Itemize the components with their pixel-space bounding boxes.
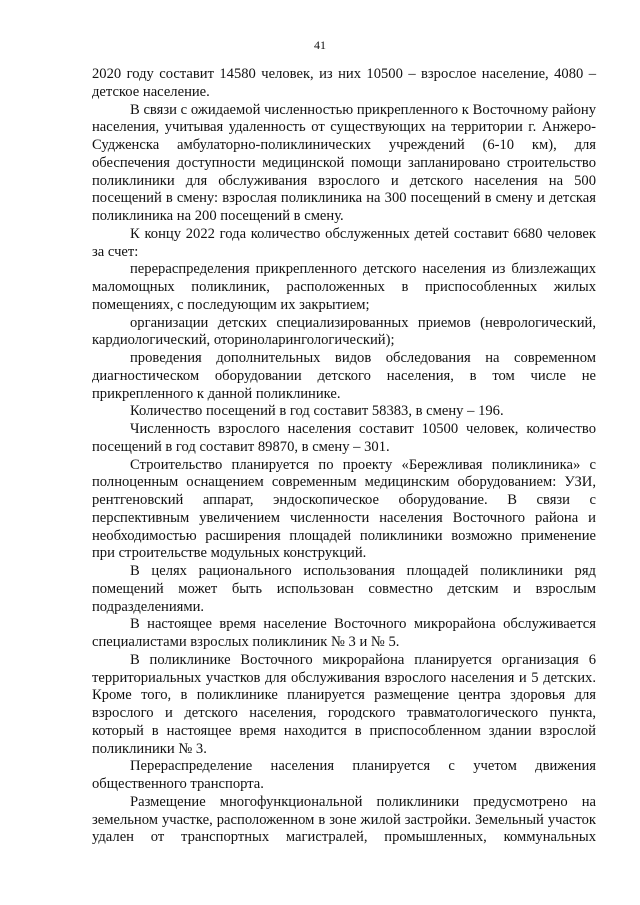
paragraph-continuation: 2020 году составит 14580 человек, из них 10500 – взрослое население, 4080 – детское население. — [92, 66, 596, 100]
paragraph-current-service: В настоящее время население Восточного микрорайона обслуживается специалистами взрослых поликлиник № 3 и № 5. — [92, 616, 596, 650]
paragraph-population-district: В связи с ожидаемой численностью прикрепленного к Восточному району населения, учитывая удаленность от существующих на территории г. Анжеро-Судженска амбулаторно-поликлинических учреждений (6-10 км), для обеспечения доступности медицинской помощи запланировано строительство поликлиники для обслуживания взрослого и детского населения на 500 посещений в смену: взрослая поликлиника на 300 посещений в смену и детская поликлиника на 200 посещений в смену. — [92, 101, 596, 224]
page-number: 41 — [314, 38, 326, 52]
paragraph-children-visits: Количество посещений в год составит 58383, в смену – 196. — [130, 403, 504, 420]
text-body — [92, 66, 596, 847]
list-item-specialized-reception: организации детских специализированных приемов (неврологический, кардиологический, оториноларингологический); — [92, 314, 596, 349]
paragraph-land-plot: Размещение многофункциональной поликлиники предусмотрено на земельном участке, расположенном в зоне жилой застройки. Земельный участок удален от транспортных магистралей, промышленных, коммунальных — [92, 793, 596, 846]
paragraph-adult-population: Численность взрослого населения составит 10500 человек, количество посещений в год составит 89870, в смену – 301. — [92, 421, 596, 455]
paragraph-children-served: К концу 2022 года количество обслуженных детей составит 6680 человек за счет: — [92, 225, 596, 260]
paragraph-shared-premises: В целях рационального использования площадей поликлиники ряд помещений может быть использован совместно детским и взрослым подразделениями. — [92, 563, 596, 615]
list-item-redistribution: перераспределения прикрепленного детского населения из близлежащих маломощных поликлиник, расположенных в приспособленных жилых помещениях, с последующим их закрытием; — [92, 261, 596, 313]
paragraph-territorial-units: В поликлинике Восточного микрорайона планируется организация 6 территориальных участков для обслуживания взрослого населения и 5 детских. Кроме того, в поликлинике планируется размещение центра здоровья для взрослого и детского населения, городского травматологического пункта, который в настоящее время находится в приспособленном здании взрослой поликлиники № 3. — [92, 651, 596, 757]
paragraph-transport: Перераспределение населения планируется с учетом движения общественного транспорта. — [92, 758, 596, 792]
list-item-diagnostics: проведения дополнительных видов обследования на современном диагностическом оборудовании детского населения, в том числе не прикрепленного к данной поликлинике. — [92, 350, 596, 402]
paragraph-lean-clinic-project: Строительство планируется по проекту «Бережливая поликлиника» с полноценным оснащением современным медицинским оборудованием: УЗИ, рентгеновский аппарат, эндоскопическое оборудование. В связи с перспективным увеличением численности населения Восточного района и необходимостью расширения площадей поликлиники возможно применение при строительстве модульных конструкций. — [92, 456, 596, 562]
